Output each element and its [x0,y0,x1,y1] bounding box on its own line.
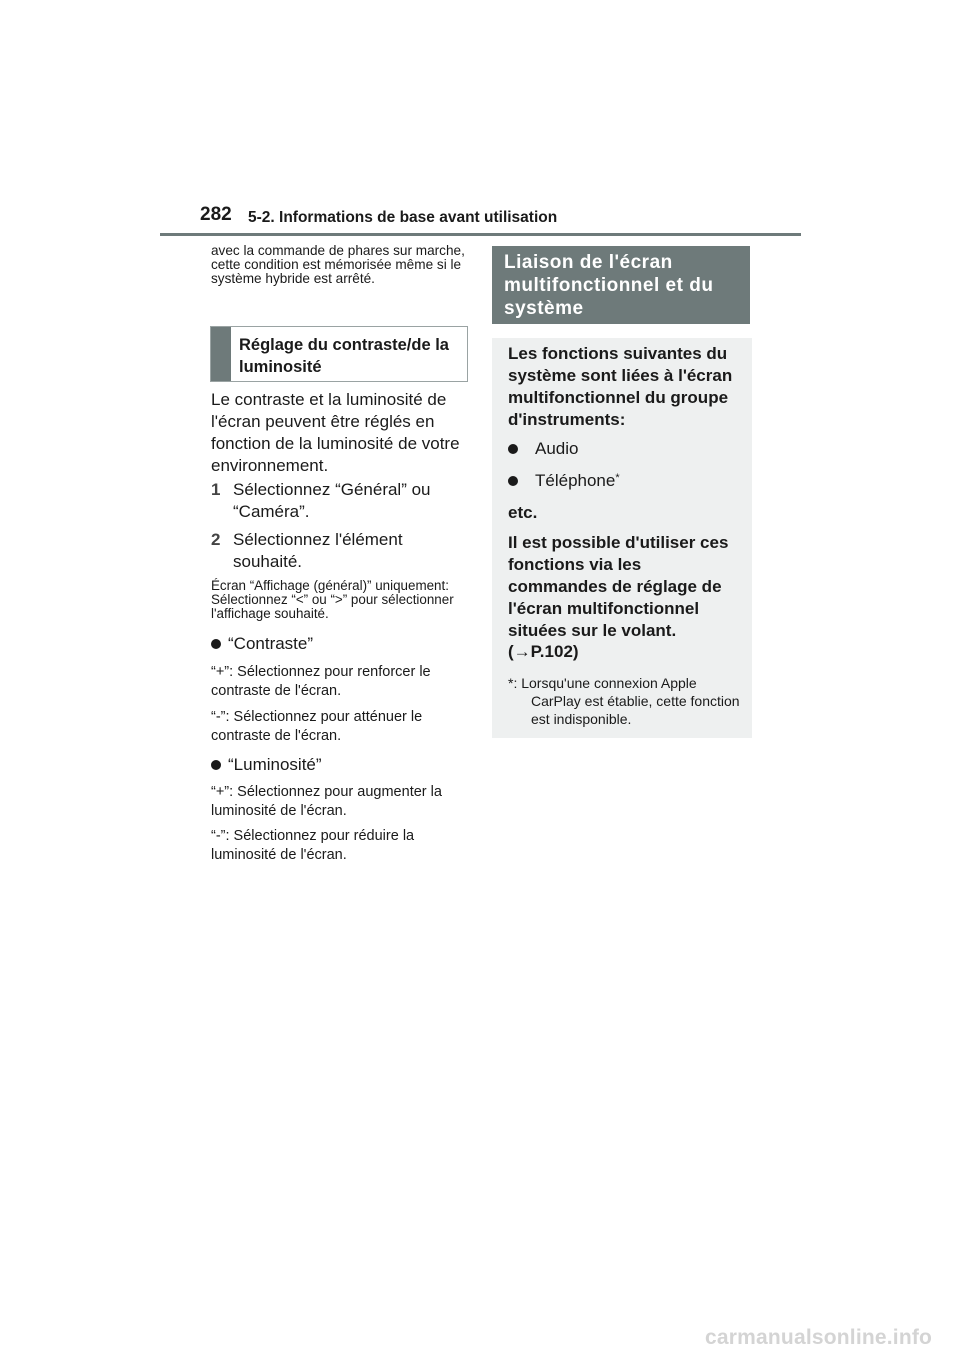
step-1 [211,479,469,525]
panel-item-label: Audio [535,439,579,458]
step-text: Sélectionnez “Général” ou “Caméra”. [233,480,431,521]
page-number: 282 [200,204,232,225]
bullet-dot-icon [508,476,518,486]
bullet-dot-icon [508,444,518,454]
bullet-dot-icon [211,760,221,770]
watermark: carmanualsonline.info [705,1326,933,1349]
step-number: 2 [211,530,221,549]
luminosity-plus-text: “+”: Sélectionnez pour augmenter la luminosité de l'écran. [211,784,442,819]
panel-item-label: Téléphone [535,471,616,490]
luminosity-minus-text: “-”: Sélectionnez pour réduire la luminosité de l'écran. [211,828,415,863]
bullet-luminosity [211,755,469,775]
panel-intro: Les fonctions suivantes du système sont liées à l'écran multifonctionnel du groupe d'instruments: [508,344,733,429]
body-paragraph: Le contraste et la luminosité de l'écran peuvent être réglés en fonction de la luminosité de votre environnement. [211,390,460,475]
note-text: Écran “Affichage (général)” uniquement: Sélectionnez “<” ou “>” pour sélectionner l'affichage souhaité. [211,578,454,621]
section-title: 5-2. Informations de base avant utilisation [248,209,558,226]
footnote [508,674,742,728]
footnote-star: * [615,472,620,484]
panel-item-label-wrap [535,470,620,492]
panel-paragraph: Il est possible d'utiliser ces fonctions via les commandes de réglage de l'écran multifonctionnel situées sur le volant. [508,533,729,640]
footnote-text: *: Lorsqu'une connexion Apple CarPlay est établie, cette fonction est indisponible. [508,675,740,727]
subheading-bar [211,327,231,381]
bullet-contrast [211,634,469,654]
step-number: 1 [211,480,221,499]
subheading-box [210,326,468,382]
page-reference-link[interactable]: (→P.102) [508,642,579,661]
panel-etc: etc. [508,503,538,522]
panel-item-phone [508,470,742,492]
subheading-title: Réglage du contraste/de la luminosité [239,336,449,376]
contrast-plus-text: “+”: Sélectionnez pour renforcer le contraste de l'écran. [211,664,431,699]
header-rule [160,233,801,236]
step-text: Sélectionnez l'élément souhaité. [233,530,403,571]
bullet-label: “Contraste” [228,634,314,653]
section-heading: Liaison de l'écran multifonctionnel et du système [504,252,714,319]
bullet-dot-icon [211,639,221,649]
info-panel [492,338,752,738]
panel-item-audio [508,438,742,460]
step-2 [211,529,469,575]
intro-text: avec la commande de phares sur marche, cette condition est mémorisée même si le système hybride est arrêté. [211,243,465,286]
section-heading-box [492,246,750,324]
bullet-label: “Luminosité” [228,755,322,774]
contrast-minus-text: “-”: Sélectionnez pour atténuer le contraste de l'écran. [211,709,423,744]
